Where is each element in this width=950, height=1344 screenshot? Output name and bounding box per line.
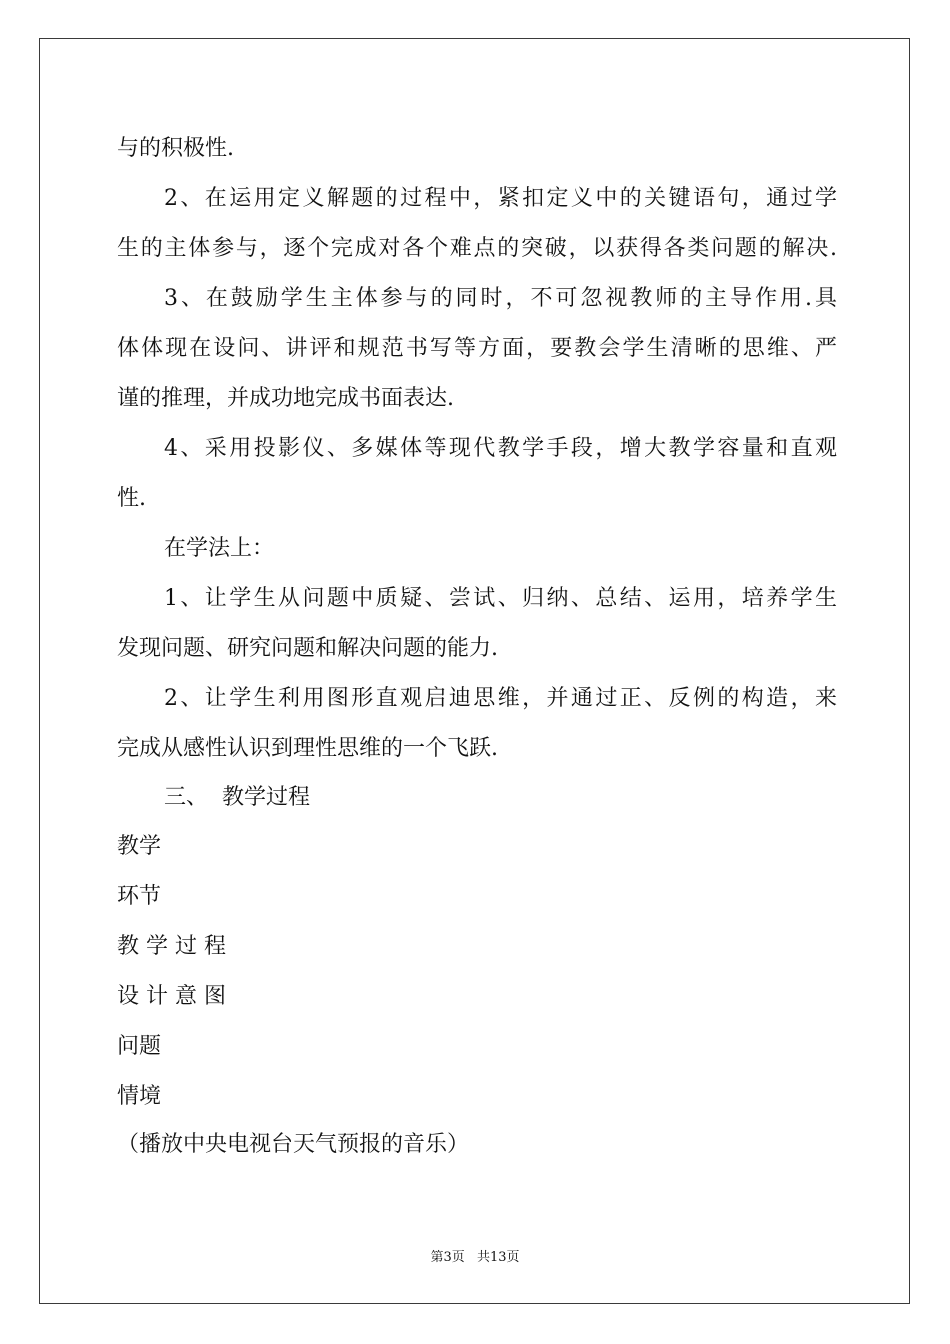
- text-line-21: （播放中央电视台天气预报的音乐）: [117, 1132, 470, 1157]
- text-line-20: 情境: [117, 1084, 162, 1109]
- text-line-8: 性.: [117, 486, 146, 511]
- page-border: [39, 38, 910, 1304]
- text-line-15: 教学: [117, 834, 162, 859]
- section-heading: 三、 教学过程: [164, 785, 310, 810]
- text-line-4: 3、在鼓励学生主体参与的同时，不可忽视教师的主导作用.具: [164, 286, 837, 311]
- text-line-18: 设 计 意 图: [117, 984, 226, 1009]
- text-line-16: 环节: [117, 884, 162, 909]
- page-total: 共13页: [476, 1250, 520, 1265]
- text-line-5: 体体现在设问、讲评和规范书写等方面，要教会学生清晰的思维、严: [117, 336, 837, 361]
- text-line-6: 谨的推理，并成功地完成书面表达.: [117, 386, 454, 411]
- text-line-11: 发现问题、研究问题和解决问题的能力.: [117, 636, 498, 661]
- text-line-7: 4、采用投影仪、多媒体等现代教学手段，增大教学容量和直观: [164, 436, 837, 461]
- text-line-9: 在学法上：: [164, 536, 275, 561]
- page-footer: [0, 1246, 950, 1265]
- text-line-2: 2、在运用定义解题的过程中，紧扣定义中的关键语句，通过学: [164, 186, 837, 211]
- text-line-3: 生的主体参与，逐个完成对各个难点的突破，以获得各类问题的解决.: [117, 236, 837, 261]
- page-number: 第3页: [430, 1250, 465, 1265]
- text-line-12: 2、让学生利用图形直观启迪思维，并通过正、反例的构造，来: [164, 686, 837, 711]
- text-line-10: 1、让学生从问题中质疑、尝试、归纳、总结、运用，培养学生: [164, 586, 837, 611]
- text-line-19: 问题: [117, 1034, 162, 1059]
- text-line-1: 与的积极性.: [117, 136, 234, 161]
- text-line-13: 完成从感性认识到理性思维的一个飞跃.: [117, 736, 498, 761]
- text-line-17: 教 学 过 程: [117, 934, 226, 959]
